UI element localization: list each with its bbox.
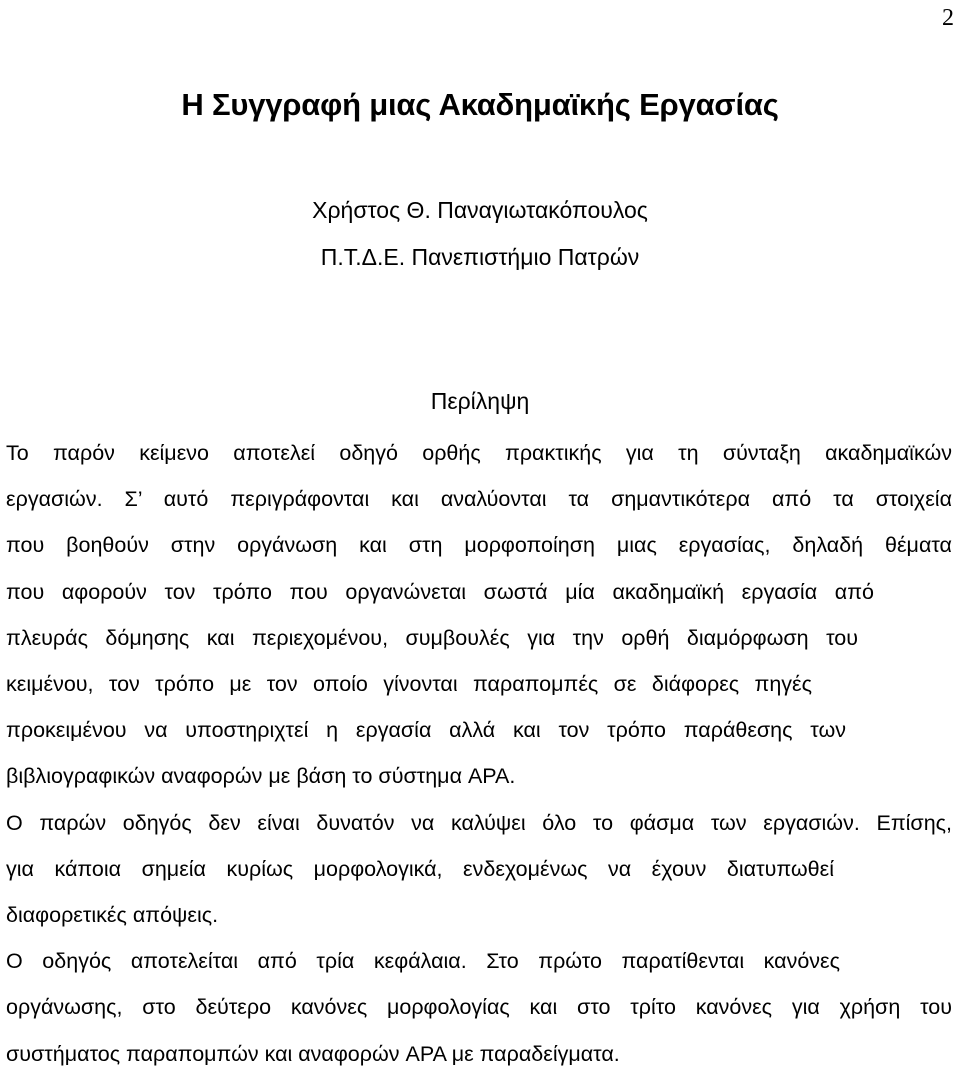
abstract-paragraph-2 bbox=[6, 800, 952, 939]
abstract-heading: Περίληψη bbox=[430, 388, 530, 414]
author-name: Χρήστος Θ. Παναγιωτακόπουλος bbox=[312, 197, 648, 223]
text-line: που βοηθούν στην οργάνωση και στη μορφοποίηση μιας εργασίας, δηλαδή θέματα bbox=[6, 533, 952, 558]
text-line: βιβλιογραφικών αναφορών με βάση το σύστημα APA. bbox=[6, 764, 516, 789]
abstract-paragraph-1 bbox=[6, 430, 952, 800]
author-affiliation: Π.Τ.Δ.Ε. Πανεπιστήμιο Πατρών bbox=[320, 244, 640, 270]
document-title: Η Συγγραφή μιας Ακαδημαϊκής Εργασίας bbox=[181, 87, 779, 122]
text-line: για κάποια σημεία κυρίως μορφολογικά, ενδεχομένως να έχουν διατυπωθεί bbox=[6, 856, 834, 881]
text-line: Ο παρών οδηγός δεν είναι δυνατόν να καλύψει όλο το φάσμα των εργασιών. Επίσης, bbox=[6, 810, 952, 835]
text-line: Ο οδηγός αποτελείται από τρία κεφάλαια. Στο πρώτο παρατίθενται κανόνες bbox=[6, 949, 840, 974]
page-number: 2 bbox=[942, 5, 954, 31]
text-line: προκειμένου να υποστηριχτεί η εργασία αλλά και τον τρόπο παράθεσης των bbox=[6, 718, 846, 743]
text-line: συστήματος παραπομπών και αναφορών APA με παραδείγματα. bbox=[6, 1041, 620, 1066]
text-line: εργασιών. Σ’ αυτό περιγράφονται και αναλύονται τα σημαντικότερα από τα στοιχεία bbox=[6, 487, 952, 512]
abstract-paragraph-3 bbox=[6, 938, 952, 1077]
text-line: οργάνωσης, στο δεύτερο κανόνες μορφολογίας και στο τρίτο κανόνες για χρήση του bbox=[6, 995, 952, 1020]
text-line: διαφορετικές απόψεις. bbox=[6, 903, 219, 928]
text-line: κειμένου, τον τρόπο με τον οποίο γίνονται παραπομπές σε διάφορες πηγές bbox=[6, 672, 812, 697]
text-line: Το παρόν κείμενο αποτελεί οδηγό ορθής πρακτικής για τη σύνταξη ακαδημαϊκών bbox=[6, 441, 952, 465]
text-line: πλευράς δόμησης και περιεχομένου, συμβουλές για την ορθή διαμόρφωση του bbox=[6, 625, 858, 650]
text-line: που αφορούν τον τρόπο που οργανώνεται σωστά μία ακαδημαϊκή εργασία από bbox=[6, 579, 874, 604]
abstract-body bbox=[6, 430, 952, 1077]
